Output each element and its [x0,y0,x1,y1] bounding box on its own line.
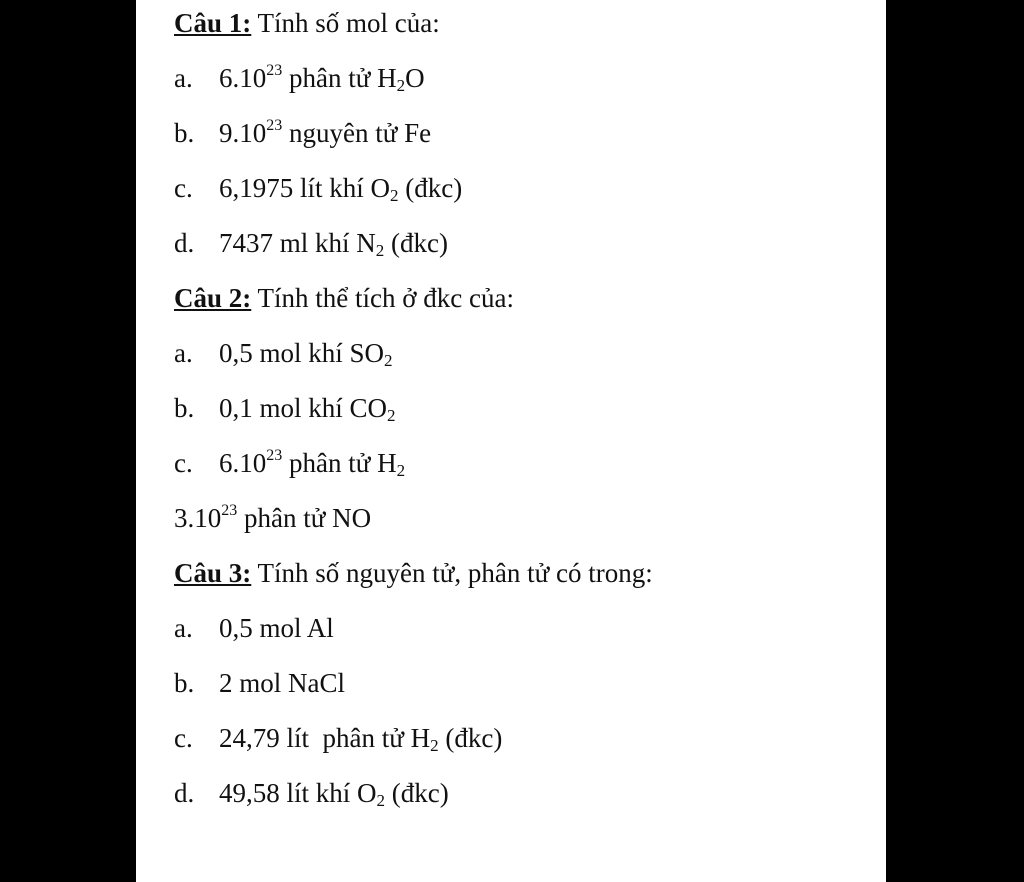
question-3-item-c: c. 24,79 lít phân tử $H_2$ (đkc) [174,723,503,755]
question-2-label: Câu 2: [174,283,252,313]
question-3-text: Tính số nguyên tử, phân tử có trong: [257,558,653,588]
question-1-item-c: c. 6,1975 lít khí $O_2$ (đkc) [174,173,463,205]
question-1-label: Câu 1: [174,8,252,38]
question-2-item-extra: 3.10$^{23}$ phân tử NO [174,502,372,533]
question-1-item-a: a. 6.10$^{23}$ phân tử $H_2O$ [174,62,425,95]
question-2-text: Tính thể tích ở đkc của: [257,283,514,313]
question-2-item-c: c. 6.10$^{23}$ phân tử $H_2$ [174,447,406,480]
question-1-heading [174,8,440,38]
question-3-label: Câu 3: [174,558,252,588]
question-1-item-d: d. 7437 ml khí $N_2$ (đkc) [174,228,448,260]
document-page [136,0,886,882]
question-2-item-b: b. 0,1 mol khí $CO_2$ [174,393,396,425]
question-1-item-b: b. 9.10$^{23}$ nguyên tử Fe [174,117,432,148]
question-1-text: Tính số mol của: [257,8,440,38]
question-3-item-b: b. 2 mol NaCl [174,668,345,698]
question-3-heading [174,558,653,588]
question-3-item-a: a. 0,5 mol Al [174,613,334,643]
question-2-item-a: a. 0,5 mol khí $SO_2$ [174,338,393,370]
question-2-heading [174,283,514,313]
question-3-item-d: d. 49,58 lít khí $O_2$ (đkc) [174,778,449,810]
